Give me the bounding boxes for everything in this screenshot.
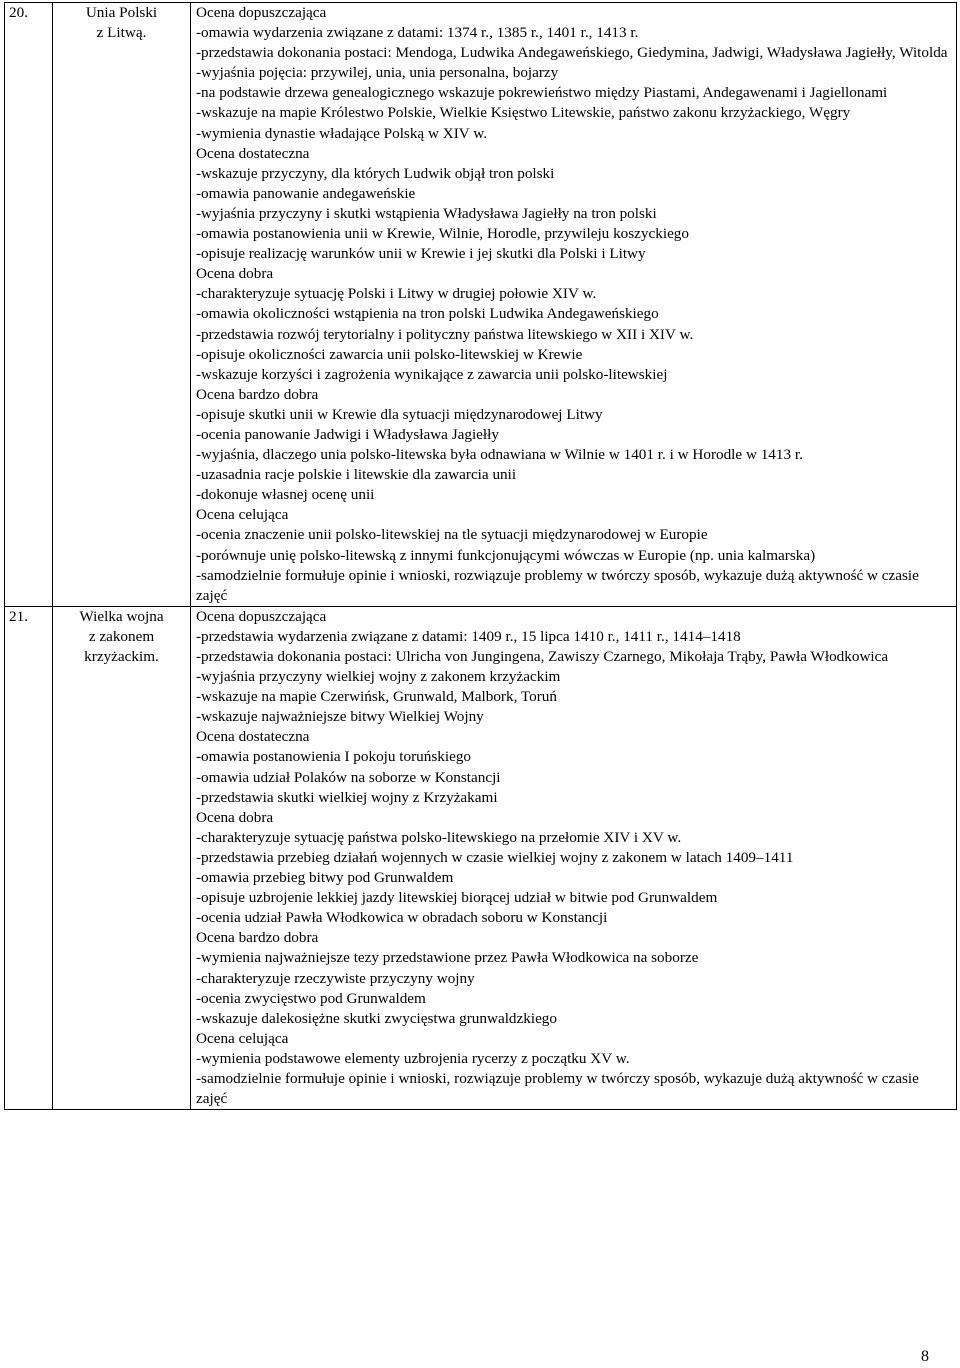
- requirement-line: -ocenia panowanie Jadwigi i Władysława Jagiełły: [196, 425, 499, 443]
- requirement-line: -opisuje okoliczności zawarcia unii polsko-litewskiej w Krewie: [196, 345, 583, 363]
- requirement-line: -przedstawia rozwój terytorialny i polityczny państwa litewskiego w XII i XIV w.: [196, 325, 694, 343]
- topic-line: krzyżackim.: [84, 648, 159, 665]
- page-number: 8: [921, 1348, 929, 1365]
- requirements-cell: [191, 3, 957, 607]
- requirement-line: -opisuje uzbrojenie lekkiej jazdy litewskiej biorącej udział w bitwie pod Grunwaldem: [196, 889, 718, 907]
- requirement-line: -przedstawia dokonania postaci: Mendoga, Ludwika Andegaweńskiego, Giedymina, Jadwigi, Władysława Jagiełły, Witolda: [196, 44, 948, 62]
- requirement-line: -wyjaśnia przyczyny i skutki wstąpienia Władysława Jagiełły na tron polski: [196, 204, 657, 222]
- requirement-line: -omawia panowanie andegaweńskie: [196, 184, 416, 202]
- curriculum-table: [4, 2, 957, 1110]
- table-row: [5, 3, 957, 607]
- grade-heading: Ocena dobra: [196, 265, 274, 283]
- topic-line: Wielka wojna: [79, 607, 164, 625]
- requirement-line: -omawia przebieg bitwy pod Grunwaldem: [196, 869, 454, 887]
- lesson-topic: [53, 606, 191, 1109]
- requirement-line: -wymienia najważniejsze tezy przedstawione przez Pawła Włodkowica na soborze: [196, 949, 699, 967]
- lesson-number: 20.: [5, 3, 53, 607]
- grade-heading: Ocena dobra: [196, 808, 274, 826]
- requirement-line: -przedstawia wydarzenia związane z datami: 1409 r., 15 lipca 1410 r., 1411 r., 1414–1418: [196, 627, 741, 645]
- grade-heading: Ocena bardzo dobra: [196, 929, 319, 947]
- requirement-line: -wyjaśnia przyczyny wielkiej wojny z zakonem krzyżackim: [196, 668, 561, 686]
- requirement-line: -wyjaśnia pojęcia: przywilej, unia, unia personalna, bojarzy: [196, 64, 559, 82]
- requirement-line: -ocenia udział Pawła Włodkowica w obradach soboru w Konstancji: [196, 909, 608, 927]
- requirement-line: -ocenia zwycięstwo pod Grunwaldem: [196, 989, 426, 1007]
- lesson-number: 21.: [5, 606, 53, 1109]
- grade-heading: Ocena dostateczna: [196, 144, 310, 162]
- lesson-topic: [53, 3, 191, 607]
- requirement-line: -wyjaśnia, dlaczego unia polsko-litewska była odnawiana w Wilnie w 1401 r. i w Horodle w 1413 r.: [196, 446, 803, 464]
- requirement-line: -omawia wydarzenia związane z datami: 1374 r., 1385 r., 1401 r., 1413 r.: [196, 24, 639, 42]
- topic-line: z Litwą.: [96, 24, 147, 42]
- requirement-line: -charakteryzuje rzeczywiste przyczyny wojny: [196, 969, 475, 987]
- topic-line: Unia Polski: [85, 4, 158, 21]
- requirement-line: -opisuje realizację warunków unii w Krewie i jej skutki dla Polski i Litwy: [196, 245, 646, 263]
- grade-heading: Ocena dostateczna: [196, 728, 310, 746]
- requirement-line: -dokonuje własnej ocenę unii: [196, 486, 375, 504]
- requirement-line: -wymienia podstawowe elementy uzbrojenia rycerzy z początku XV w.: [196, 1049, 630, 1067]
- requirement-line: -uzasadnia racje polskie i litewskie dla zawarcia unii: [196, 466, 517, 484]
- grade-heading: Ocena celująca: [196, 1029, 289, 1047]
- grade-heading: Ocena celująca: [196, 506, 289, 524]
- requirement-line: -wskazuje najważniejsze bitwy Wielkiej Wojny: [196, 708, 484, 726]
- requirement-line: -omawia postanowienia I pokoju toruńskiego: [196, 748, 472, 766]
- requirement-line: -przedstawia przebieg działań wojennych w czasie wielkiej wojny z zakonem w latach 1409–1411: [196, 848, 794, 866]
- requirement-line: -samodzielnie formułuje opinie i wnioski, rozwiązuje problemy w twórczy sposób, wykazuje dużą aktywność w czasie zajęć: [196, 566, 919, 604]
- requirement-line: -porównuje unię polsko-litewską z innymi funkcjonującymi wówczas w Europie (np. unia kalmarska): [196, 546, 816, 564]
- requirement-line: -omawia postanowienia unii w Krewie, Wilnie, Horodle, przywileju koszyckiego: [196, 225, 689, 243]
- requirement-line: -na podstawie drzewa genealogicznego wskazuje pokrewieństwo między Piastami, Andegawenami i Jagiellonami: [196, 84, 888, 102]
- grade-heading: Ocena dopuszczająca: [196, 607, 327, 625]
- requirement-line: -opisuje skutki unii w Krewie dla sytuacji międzynarodowej Litwy: [196, 405, 603, 423]
- requirement-line: -omawia okoliczności wstąpienia na tron polski Ludwika Andegaweńskiego: [196, 305, 659, 323]
- topic-line: z zakonem: [88, 627, 155, 645]
- requirement-line: -omawia udział Polaków na soborze w Konstancji: [196, 768, 501, 786]
- requirement-line: -samodzielnie formułuje opinie i wnioski, rozwiązuje problemy w twórczy sposób, wykazuje dużą aktywność w czasie zajęć: [196, 1069, 919, 1108]
- requirement-line: -ocenia znaczenie unii polsko-litewskiej na tle sytuacji międzynarodowej w Europie: [196, 526, 708, 544]
- requirement-line: -przedstawia dokonania postaci: Ulricha von Jungingena, Zawiszy Czarnego, Mikołaja Trąby, Pawła Włodkowica: [196, 648, 889, 665]
- requirements-cell: [191, 606, 957, 1109]
- requirement-line: -wskazuje na mapie Czerwińsk, Grunwald, Malbork, Toruń: [196, 688, 557, 706]
- requirement-line: -wskazuje na mapie Królestwo Polskie, Wielkie Księstwo Litewskie, państwo zakonu krzyżackiego, Węgry: [196, 104, 851, 122]
- requirement-line: -wskazuje korzyści i zagrożenia wynikające z zawarcia unii polsko-litewskiej: [196, 365, 668, 383]
- requirement-line: -przedstawia skutki wielkiej wojny z Krzyżakami: [196, 788, 498, 806]
- requirement-line: -charakteryzuje sytuację państwa polsko-litewskiego na przełomie XIV i XV w.: [196, 828, 682, 846]
- requirement-line: -charakteryzuje sytuację Polski i Litwy w drugiej połowie XIV w.: [196, 285, 597, 303]
- requirement-line: -wskazuje dalekosiężne skutki zwycięstwa grunwaldzkiego: [196, 1009, 557, 1027]
- grade-heading: Ocena dopuszczająca: [196, 4, 327, 21]
- requirement-line: -wskazuje przyczyny, dla których Ludwik objął tron polski: [196, 164, 555, 182]
- grade-heading: Ocena bardzo dobra: [196, 385, 319, 403]
- table-row: [5, 606, 957, 1109]
- requirement-line: -wymienia dynastie władające Polską w XIV w.: [196, 124, 488, 142]
